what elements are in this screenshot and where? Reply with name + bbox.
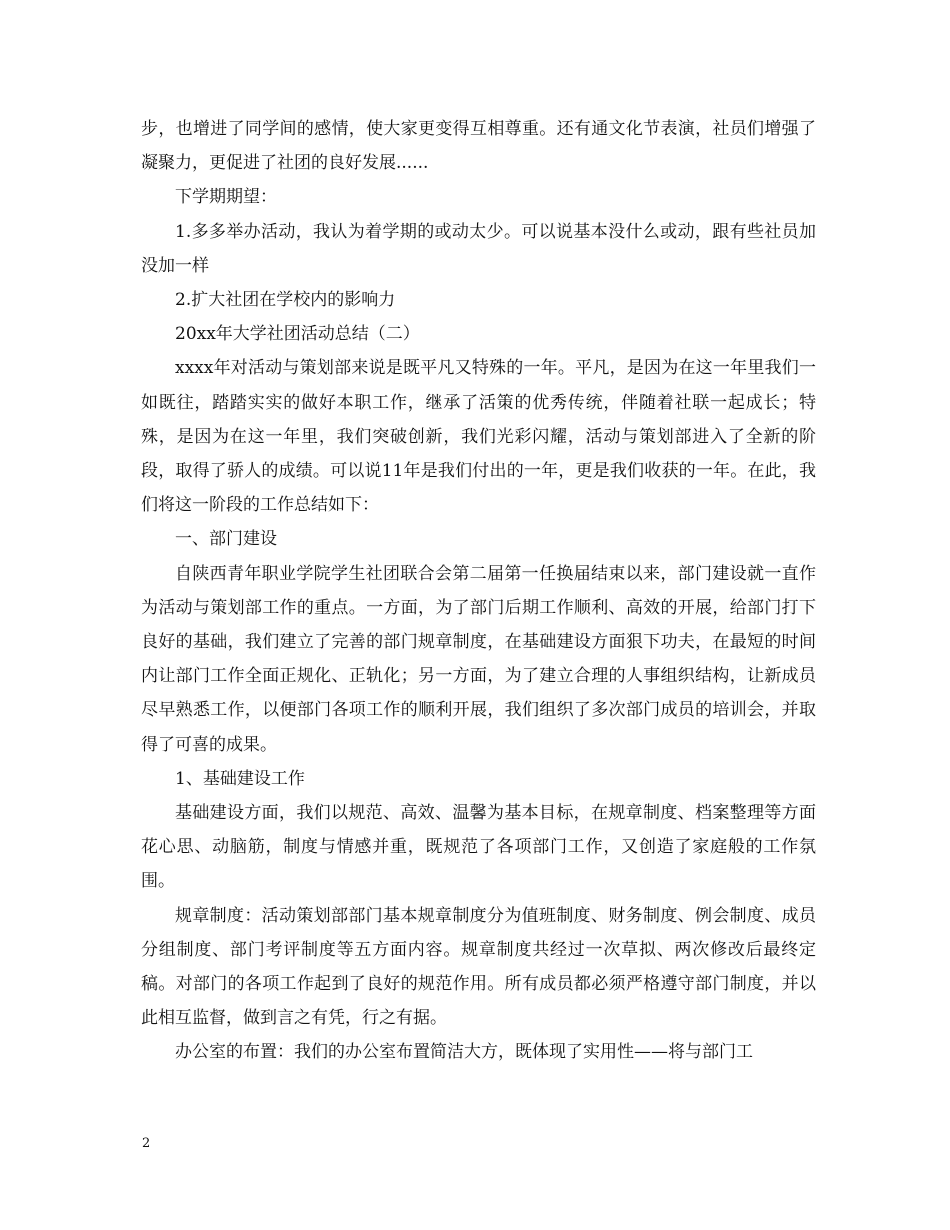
paragraph-office-layout: 办公室的布置：我们的办公室布置简洁大方，既体现了实用性——将与部门工: [175, 1042, 753, 1063]
heading-department-building: 一、部门建设: [175, 529, 277, 550]
paragraph-continuation: 步，也增进了同学间的感情，使大家更变得互相尊重。还有通文化节表演，社员们增强了凝聚力，更促进了社团的良好发展......: [141, 119, 816, 174]
paragraph-goal-1: 1.多多举办活动，我认为着学期的或动太少。可以说基本没什么或动，跟有些社员加没加一样: [141, 221, 816, 276]
document-body: [141, 112, 816, 1070]
heading-basic-construction: 1、基础建设工作: [175, 768, 305, 789]
paragraph-intro: xxxx年对活动与策划部来说是既平凡又特殊的一年。平凡，是因为在这一年里我们一如既往，踏踏实实的做好本职工作，继承了活策的优秀传统，伴随着社联一起成长；特殊，是因为在这一年里，我们突破创新，我们光彩闪耀，活动与策划部进入了全新的阶段，取得了骄人的成绩。可以说11年是我们付出的一年，更是我们收获的一年。在此，我们将这一阶段的工作总结如下：: [141, 358, 816, 516]
paragraph-department-building: 自陕西青年职业学院学生社团联合会第二届第一任换届结束以来，部门建设就一直作为活动与策划部工作的重点。一方面，为了部门后期工作顺利、高效的开展，给部门打下良好的基础，我们建立了完善的部门规章制度，在基础建设方面狠下功夫，在最短的时间内让部门工作全面正规化、正轨化；另一方面，为了建立合理的人事组织结构，让新成员尽早熟悉工作，以便部门各项工作的顺利开展，我们组织了多次部门成员的培训会，并取得了可喜的成果。: [141, 563, 816, 755]
paragraph-rules: 规章制度：活动策划部部门基本规章制度分为值班制度、财务制度、例会制度、成员分组制度、部门考评制度等五方面内容。规章制度共经过一次草拟、两次修改后最终定稿。对部门的各项工作起到了良好的规范作用。所有成员都必须严格遵守部门制度，并以此相互监督，做到言之有凭，行之有据。: [141, 905, 816, 1029]
paragraph-goal-2: 2.扩大社团在学校内的影响力: [175, 290, 396, 311]
page-number: 2: [142, 1136, 151, 1151]
paragraph-next-term-heading: 下学期期望：: [175, 187, 277, 208]
section-title: 20xx年大学社团活动总结（二）: [175, 324, 420, 345]
paragraph-basic-construction: 基础建设方面，我们以规范、高效、温馨为基本目标，在规章制度、档案整理等方面花心思、动脑筋，制度与情感并重，既规范了各项部门工作，又创造了家庭般的工作氛围。: [141, 803, 816, 892]
